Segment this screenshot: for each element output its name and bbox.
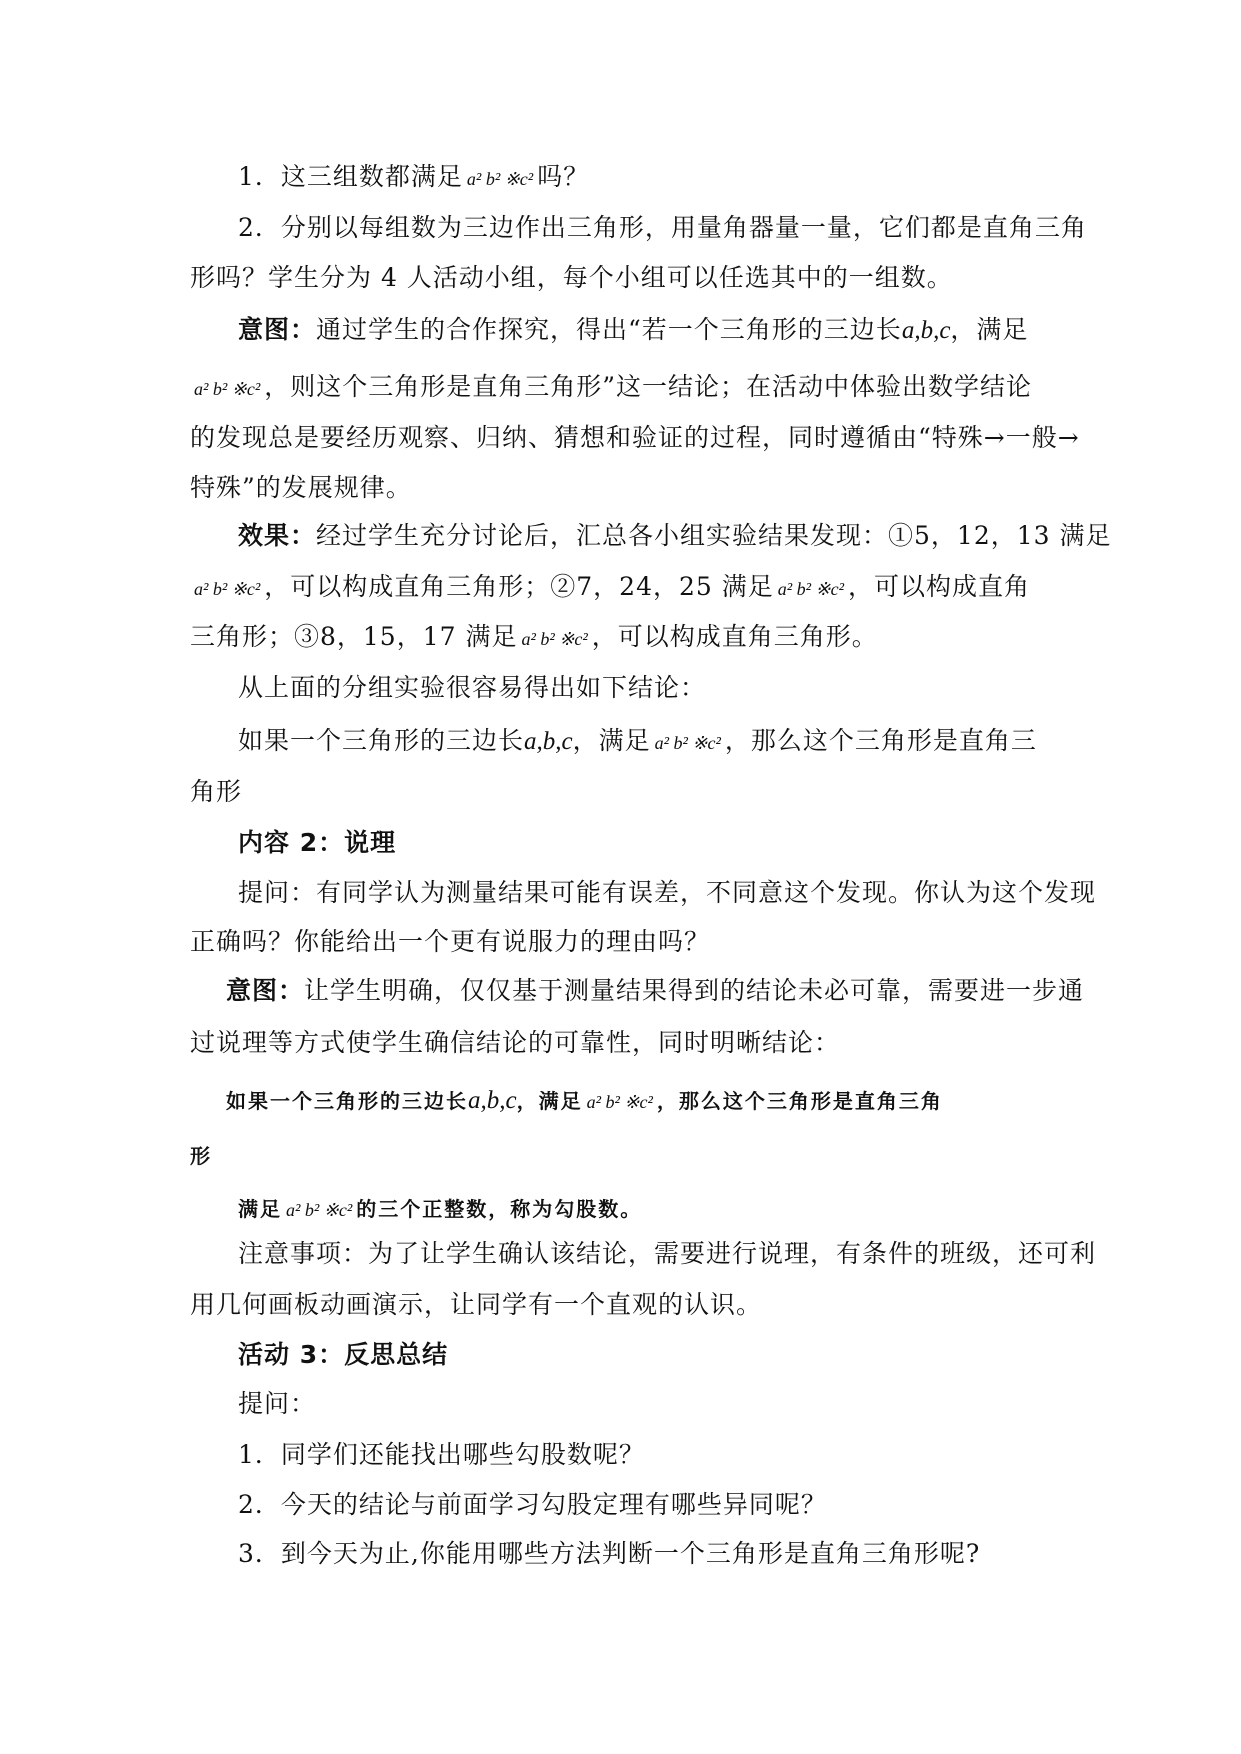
effect-paragraph-line (238, 519, 1112, 553)
intent-paragraph-line (190, 370, 1060, 406)
intent-paragraph-line (238, 313, 1108, 348)
bold-label: 活动 3：反思总结 (238, 1340, 449, 1369)
reflection-question-3 (238, 1537, 1108, 1571)
conclusion-line (190, 775, 1060, 809)
text-run: ，可以构成直角三角形；②7，24，25 满足 (264, 572, 774, 601)
question-paragraph-line (238, 876, 1108, 910)
question-1-line (238, 160, 1108, 196)
text-run: ，满足 (950, 315, 1029, 344)
text-run: 的发现总是要经历观察、归纳、猜想和验证的过程，同时遵循由“特殊→一般→ (190, 423, 1080, 452)
effect-paragraph-line (190, 620, 1060, 656)
reflection-question-1 (238, 1438, 1108, 1472)
text-run: 2．分别以每组数为三边作出三角形，用量角器量一量，它们都是直角三角 (238, 213, 1087, 242)
section-heading-activity-3 (238, 1338, 1108, 1372)
section-heading-content-2 (238, 826, 1108, 860)
pythagorean-formula: a² b² ※c² (654, 733, 721, 753)
text-run: ，那么这个三角形是直角三 (724, 726, 1037, 755)
bold-label: 效果： (238, 521, 317, 550)
pythagorean-formula: a² b² ※c² (586, 1092, 653, 1112)
emphasized-text: ，满足 (516, 1089, 583, 1113)
text-run: 形吗？学生分为 4 人活动小组，每个小组可以任选其中的一组数。 (190, 263, 953, 292)
text-run: 注意事项：为了让学生确认该结论，需要进行说理，有条件的班级，还可利 (238, 1239, 1097, 1268)
triangle-sides-variables: a,b,c (901, 317, 951, 344)
bold-label: 意图： (238, 315, 317, 344)
text-run: 如果一个三角形的三边长 (238, 726, 525, 755)
notes-paragraph-line (238, 1237, 1108, 1271)
text-run: ，满足 (572, 726, 651, 755)
text-run: ，则这个三角形是直角三角形”这一结论；在活动中体验出数学结论 (264, 372, 1033, 401)
question-2-line (238, 211, 1108, 245)
question-paragraph-line (190, 925, 1060, 959)
emphasized-text: 如果一个三角形的三边长 (226, 1089, 468, 1113)
bold-label: 内容 2：说理 (238, 828, 397, 857)
theorem-statement-line (190, 1138, 1060, 1173)
effect-paragraph-line (190, 570, 1060, 606)
intent-paragraph-line (190, 471, 1060, 505)
text-run: 通过学生的合作探究，得出“若一个三角形的三边长 (316, 315, 902, 344)
pythagorean-formula: a² b² ※c² (521, 629, 588, 649)
question-label (238, 1387, 1108, 1421)
pythagorean-formula: a² b² ※c² (286, 1200, 353, 1220)
text-run: 从上面的分组实验很容易得出如下结论： (238, 673, 707, 702)
emphasized-text: 满足 (238, 1197, 282, 1221)
pythagorean-triple-definition (238, 1191, 1108, 1227)
text-run: 三角形；③8，15，17 满足 (190, 622, 518, 651)
theorem-statement-line (226, 1083, 1096, 1119)
pythagorean-formula: a² b² ※c² (194, 579, 261, 599)
intent-2-paragraph-line (226, 974, 1096, 1008)
text-run: 过说理等方式使学生确信结论的可靠性，同时明晰结论： (190, 1028, 841, 1057)
conclusion-line (238, 724, 1108, 760)
text-run: 正确吗？你能给出一个更有说服力的理由吗？ (190, 927, 711, 956)
text-run: 用几何画板动画演示，让同学有一个直观的认识。 (190, 1290, 763, 1319)
text-run: ，可以构成直角 (848, 572, 1031, 601)
pythagorean-formula: a² b² ※c² (466, 169, 534, 189)
text-run: 1．这三组数都满足 (238, 162, 463, 191)
text-run: 提问： (238, 1389, 317, 1418)
text-run: 特殊”的发展规律。 (190, 473, 412, 502)
emphasized-text: 的三个正整数，称为勾股数。 (356, 1197, 643, 1221)
intent-paragraph-line (190, 421, 1080, 455)
triangle-sides-variables: a,b,c (524, 728, 573, 755)
text-run: ，可以构成直角三角形。 (591, 622, 878, 651)
text-run: 吗？ (537, 162, 590, 191)
text-run: 角形 (190, 777, 243, 806)
text-run: 3．到今天为止,你能用哪些方法判断一个三角形是直角三角形呢? (238, 1539, 981, 1568)
intent-2-paragraph-line (190, 1026, 1060, 1060)
emphasized-text: ，那么这个三角形是直角三角 (656, 1089, 943, 1113)
conclusion-intro-line (238, 671, 1108, 705)
pythagorean-formula: a² b² ※c² (777, 579, 845, 599)
notes-paragraph-line (190, 1288, 1060, 1322)
text-run: 提问：有同学认为测量结果可能有误差，不同意这个发现。你认为这个发现 (238, 878, 1097, 907)
reflection-question-2 (238, 1488, 1108, 1522)
bold-label: 意图： (226, 976, 305, 1005)
text-run: 2．今天的结论与前面学习勾股定理有哪些异同呢？ (238, 1490, 827, 1519)
text-run: 1．同学们还能找出哪些勾股数呢？ (238, 1440, 645, 1469)
triangle-sides-variables: a,b,c (468, 1087, 517, 1114)
pythagorean-formula: a² b² ※c² (194, 379, 261, 399)
question-2-continuation (190, 261, 1060, 295)
text-run: 经过学生充分讨论后，汇总各小组实验结果发现：①5，12，13 满足 (316, 521, 1112, 550)
text-run: 让学生明确，仅仅基于测量结果得到的结论未必可靠，需要进一步通 (304, 976, 1085, 1005)
emphasized-text: 形 (190, 1144, 212, 1168)
